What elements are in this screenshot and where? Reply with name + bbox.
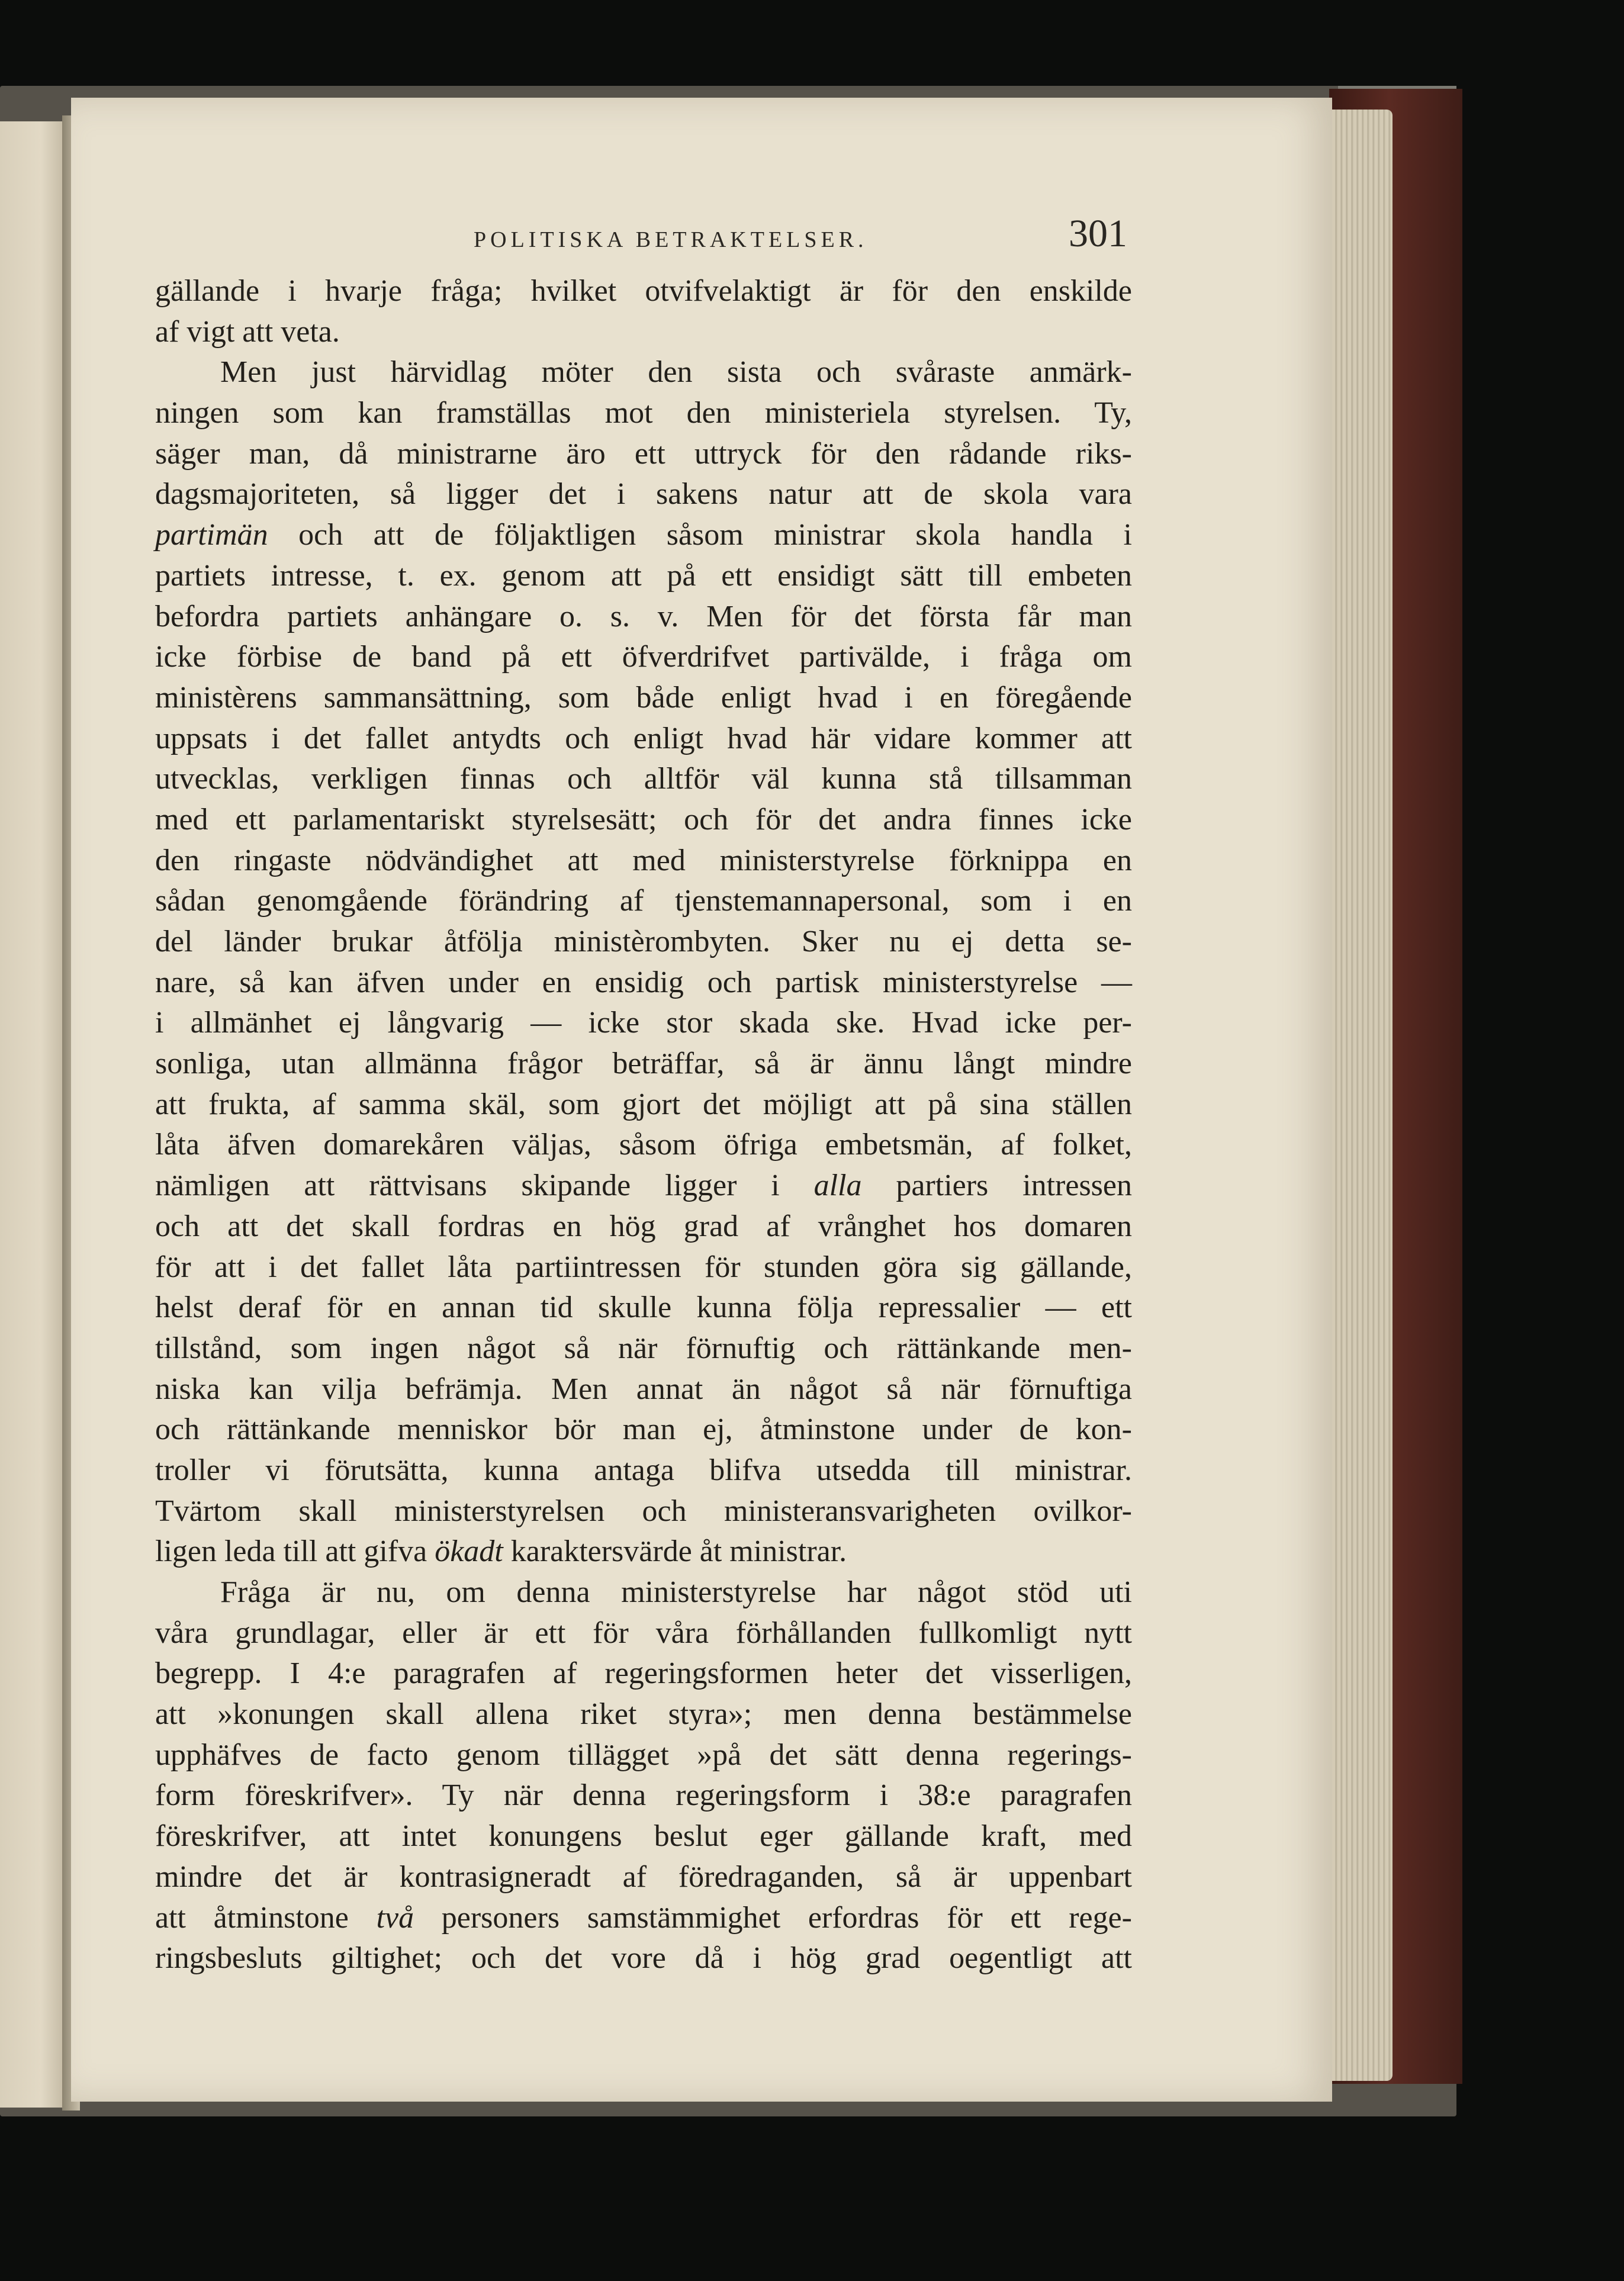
text-line: partimän och att de följaktligen såsom ministrar skola handla i: [155, 518, 1132, 552]
text-line: utvecklas, verkligen finnas och alltför väl kunna stå tillsamman: [155, 762, 1132, 796]
text-line: ringsbesluts giltighet; och det vore då i hög grad oegentligt att: [155, 1941, 1132, 1976]
text-line: Fråga är nu, om denna ministerstyrelse har något stöd uti: [220, 1575, 1132, 1609]
page-block-edges: [1321, 110, 1393, 2081]
text-line: begrepp. I 4:e paragrafen af regeringsformen heter det visserligen,: [155, 1656, 1132, 1691]
italic-text: alla: [813, 1169, 862, 1203]
text-line: nare, så kan äfven under en ensidig och partisk ministerstyrelse —: [155, 965, 1132, 999]
italic-text: två: [376, 1900, 414, 1935]
text-line: den ringaste nödvändighet att med ministerstyrelse förknippa en: [155, 843, 1132, 877]
text-line: och att det skall fordras en hög grad af vrånghet hos domaren: [155, 1209, 1132, 1243]
text-line: säger man, då ministrarne äro ett uttryck för den rådande riks-: [155, 436, 1132, 471]
running-head: [0, 212, 1624, 263]
text-line: tillstånd, som ingen något så när förnuftig och rättänkande men-: [155, 1331, 1132, 1365]
text-line: af vigt att veta.: [155, 314, 340, 349]
italic-text: partimän: [155, 518, 268, 552]
text-line: befordra partiets anhängare o. s. v. Men för det första får man: [155, 599, 1132, 633]
text-line: ningen som kan framställas mot den ministeriela styrelsen. Ty,: [155, 396, 1132, 430]
page-number: 301: [1069, 212, 1127, 255]
text-line: niska kan vilja befrämja. Men annat än något så när förnuftiga: [155, 1372, 1132, 1406]
text-line: föreskrifver, att intet konungens beslut eger gällande kraft, med: [155, 1819, 1132, 1854]
body-text: [155, 271, 1132, 1979]
text-line: upphäfves de facto genom tillägget »på det sätt denna regerings-: [155, 1738, 1132, 1772]
text-line: gällande i hvarje fråga; hvilket otvifvelaktigt är för den enskilde: [155, 274, 1132, 308]
text-line: mindre det är kontrasigneradt af föredraganden, så är uppenbart: [155, 1859, 1132, 1894]
text-line: för att i det fallet låta partiintressen för stunden göra sig gällande,: [155, 1250, 1132, 1284]
text-line: sådan genomgående förändring af tjenstemannapersonal, som i en: [155, 884, 1132, 918]
text-line: dagsmajoriteten, så ligger det i sakens natur att de skola vara: [155, 477, 1132, 511]
text-line: ligen leda till att gifva ökadt karaktersvärde åt ministrar.: [155, 1534, 847, 1569]
text-line: uppsats i det fallet antydts och enligt hvad här vidare kommer att: [155, 721, 1132, 755]
running-head-title: POLITISKA BETRAKTELSER.: [474, 227, 868, 252]
text-line: icke förbise de band på ett öfverdrifvet partivälde, i fråga om: [155, 640, 1132, 674]
text-line: troller vi förutsätta, kunna antaga blifva utsedda till ministrar.: [155, 1453, 1132, 1487]
previous-page-edge: [0, 121, 68, 2108]
text-line: form föreskrifver». Ty när denna regeringsform i 38:e paragrafen: [155, 1778, 1132, 1813]
text-line: Tvärtom skall ministerstyrelsen och ministeransvarigheten ovilkor-: [155, 1494, 1132, 1528]
text-line: helst deraf för en annan tid skulle kunna följa repressalier — ett: [155, 1291, 1132, 1325]
text-line: del länder brukar åtfölja ministèrombyten. Sker nu ej detta se-: [155, 925, 1132, 958]
text-line: ministèrens sammansättning, som både enligt hvad i en föregående: [155, 680, 1132, 715]
text-line: i allmänhet ej långvarig — icke stor skada ske. Hvad icke per-: [155, 1006, 1132, 1040]
text-line: partiets intresse, t. ex. genom att på ett ensidigt sätt till embeten: [155, 558, 1132, 593]
text-line: nämligen att rättvisans skipande ligger i alla partiers intressen: [155, 1169, 1132, 1203]
text-line: att frukta, af samma skäl, som gjort det möjligt att på sina ställen: [155, 1087, 1132, 1121]
text-line: med ett parlamentariskt styrelsesätt; och för det andra finnes icke: [155, 802, 1132, 837]
text-line: låta äfven domarekåren väljas, såsom öfriga embetsmän, af folket,: [155, 1128, 1132, 1162]
text-line: sonliga, utan allmänna frågor beträffar, så är ännu långt mindre: [155, 1047, 1132, 1081]
text-line: våra grundlagar, eller är ett för våra förhållanden fullkomligt nytt: [155, 1616, 1132, 1650]
italic-text: ökadt: [435, 1534, 503, 1569]
text-line: att »konungen skall allena riket styra»; men denna bestämmelse: [155, 1697, 1132, 1732]
text-line: och rättänkande menniskor bör man ej, åtminstone under de kon-: [155, 1413, 1132, 1447]
text-line: Men just härvidlag möter den sista och svåraste anmärk-: [220, 355, 1132, 390]
text-line: att åtminstone två personers samstämmighet erfordras för ett rege-: [155, 1900, 1132, 1935]
